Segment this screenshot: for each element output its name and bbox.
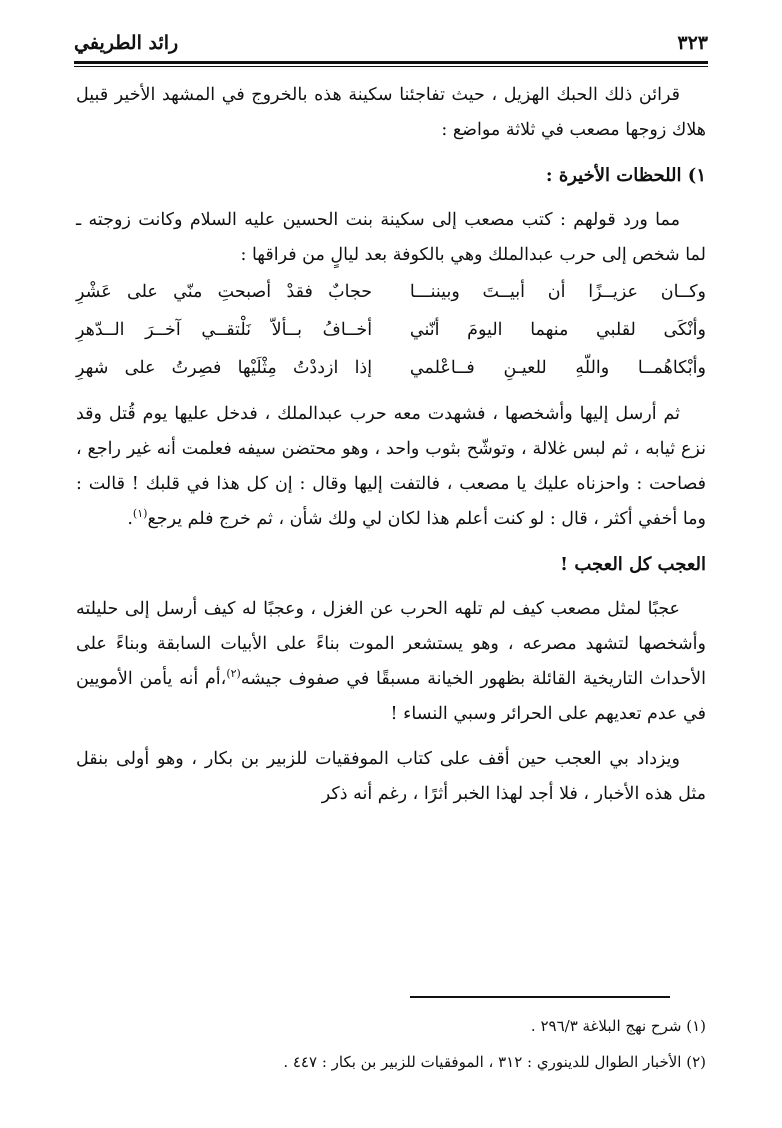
poem-verse [76, 311, 706, 349]
wonder-text-b: ،أم أنه يأمن الأمويين في عدم تعديهم على الحرائر وسبي النساء ! [76, 669, 706, 724]
narrative-text: ثم أرسل إليها وأشخصها ، فشهدت معه حرب عبدالملك ، فدخل عليها يوم قُتل وقد نزع ثيابه ، ثم لبس غلالة ، وتوشّح بثوب واحد ، وهو محتضن سيفه فعلمت أنه غير راجع ، فصاحت : واحزناه عليك يا مصعب ، فالتفت إليها وقال : إن كل هذا في قلبك ! قالت : وما أخفي أكثر ، قال : لو كنت أعلم هذا لكان لي ولك شأن ، ثم خرج فلم يرجع [76, 404, 706, 529]
section-heading-last-moments: ١) اللحظات الأخيرة : [545, 165, 706, 186]
footnotes [76, 1008, 706, 1080]
paragraph-intro: قرائن ذلك الحبك الهزيل ، حيث تفاجئنا سكينة هذه بالخروج في المشهد الأخير قبيل هلاك زوجها مصعب في ثلاثة مواضع : [76, 85, 706, 140]
verse-second-hemistich: حجابٌ فقدْ أصبحتِ منّي على عَشْرِ [76, 281, 373, 302]
poem-verse [76, 349, 706, 387]
footnote-2: (٢) الأخبار الطوال للدينوري : ٣١٢ ، الموفقيات للزبير بن بكار : ٤٤٧ . [283, 1053, 706, 1071]
paragraph-muwaffaqiyat: ويزداد بي العجب حين أقف على كتاب الموفقيات للزبير بن بكار ، وهو أولى بنقل مثل هذه الأخبار ، فلا أجد لهذا الخبر أثرًا ، رغم أنه ذكر [76, 749, 706, 804]
footnote-ref-2: (٢) [226, 667, 241, 681]
poem-verse [76, 273, 706, 311]
verse-first-hemistich: وأنْكَى لقلبي منهما اليومَ أنّني [409, 319, 706, 340]
page-body [76, 78, 706, 812]
footnote-1: (١) شرح نهج البلاغة ٢٩٦/٣ . [530, 1017, 706, 1035]
header-rule [74, 61, 708, 67]
narrative-end: . [127, 509, 133, 529]
paragraph-narrative [76, 397, 706, 537]
paragraph-letter: مما ورد قولهم : كتب مصعب إلى سكينة بنت الحسين عليه السلام وكانت زوجته ـ لما شخص إلى حرب عبدالملك وهي بالكوفة بعد ليالٍ من فراقها : [76, 210, 706, 265]
poem [76, 273, 706, 387]
section-heading-wonder: العجب كل العجب ! [560, 554, 706, 575]
footnote-ref-1: (١) [132, 507, 148, 521]
footnote-rule [410, 996, 670, 998]
verse-second-hemistich: إذا ازددْتُ مِثْلَيْها فصِرتُ على شهرِ [76, 357, 373, 378]
verse-first-hemistich: وأبْكاهُمــا واللّهِ للعيـنِ فــاعْلمي [409, 357, 706, 378]
running-title: رائد الطريفي [74, 32, 179, 54]
paragraph-wonder [76, 592, 706, 732]
wonder-text-a: عجبًا لمثل مصعب كيف لم تلهه الحرب عن الغزل ، وعجبًا له كيف أرسل إلى حليلته وأشخصها لتشهد مصرعه ، وهو يستشعر الموت بناءً على الأبيات السابقة وبناءً على الأحداث التاريخية القائلة بظهور الخيانة مسبقًا في صفوف جيشه [76, 599, 707, 689]
verse-second-hemistich: أخــافُ بــألاّ نَلْتقــي آخــرَ الــدّهرِ [76, 319, 373, 340]
page-number: ٣٢٣ [677, 32, 708, 54]
verse-first-hemistich: وكــان عزيــزًا أن أبيــتَ وبيننـــا [409, 281, 706, 302]
page-header [74, 28, 708, 58]
